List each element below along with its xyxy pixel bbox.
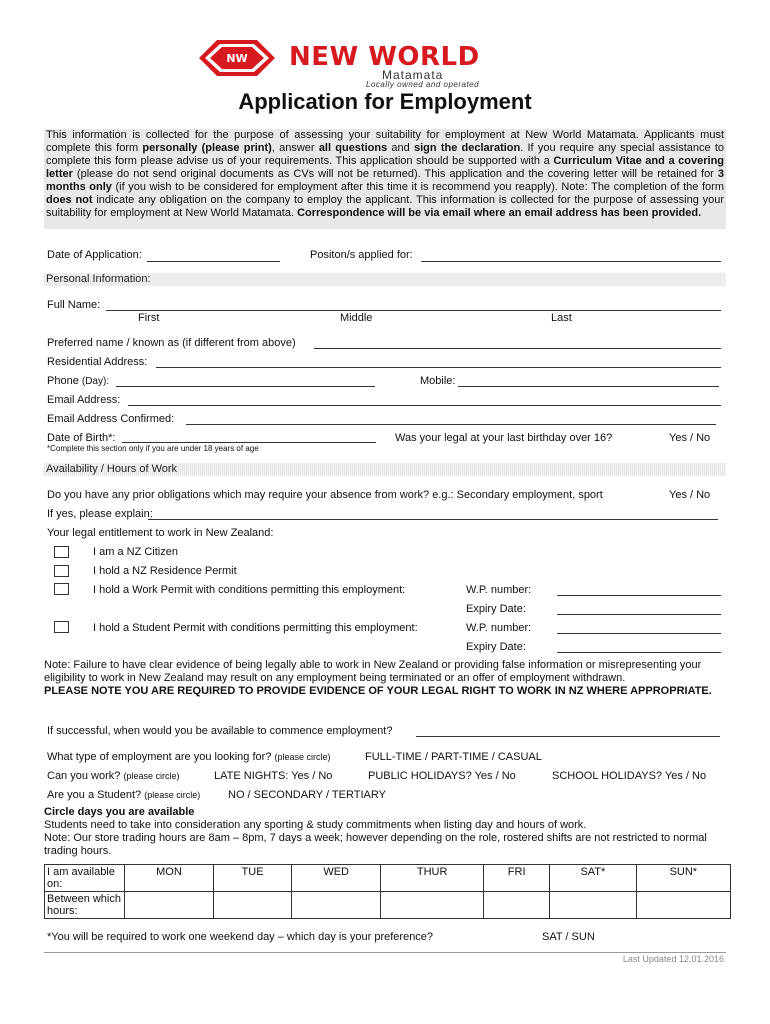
phone-label: Phone (Day): — [47, 375, 110, 387]
wp-number-field[interactable] — [557, 595, 721, 596]
student-permit-checkbox[interactable] — [54, 621, 69, 633]
last-updated: Last Updated 12.01.2016 — [622, 954, 724, 964]
dob-note: *Complete this section only if you are under 18 years of age — [47, 444, 259, 453]
residence-checkbox[interactable] — [54, 565, 69, 577]
available-on-label: I am available on: — [45, 865, 125, 892]
availability-table — [44, 864, 731, 919]
commence-label: If successful, when would you be available to commence employment? — [47, 725, 393, 737]
logo-location: Matamata — [382, 68, 444, 82]
page-title: Application for Employment — [238, 89, 532, 114]
hours-sat[interactable] — [550, 892, 637, 919]
intro-paragraph: This information is collected for the purpose of assessing your suitability for employment at New World Matamata. Applicants must complete this form personally (please print), answer all questions and sign the declaration. If you require any special assistance to complete this form please advise us of your requirements. This application should be supported with a Curriculum Vitae and a covering letter (please do not send original documents as CVs will not be returned). This application and the covering letter will be retained for 3 months only (if you wish to be considered for employment after this time it is recommend you reapply). Note: The completion of the form does not indicate any obligation on the company to employ the applicant. This information is collected for the purpose of assessing your suitability for employment at New World Matamata. Correspondence will be via email where an email address has been provided. — [44, 129, 726, 229]
student-permit-label: I hold a Student Permit with conditions permitting this employment: — [93, 622, 418, 634]
days-note-1: Students need to take into consideration any sporting & study commitments when listing day and hours of work. — [44, 819, 587, 831]
wp-expiry-label: Expiry Date: — [466, 603, 526, 615]
weekend-label: *You will be required to work one weekend day – which day is your preference? — [47, 931, 434, 943]
legal-entitlement-label: Your legal entitlement to work in New Zealand: — [47, 527, 274, 539]
hours-wed[interactable] — [292, 892, 381, 919]
citizen-label: I am a NZ Citizen — [93, 546, 178, 558]
commence-field[interactable] — [416, 736, 720, 737]
wp-number-label: W.P. number: — [466, 584, 532, 596]
mobile-label: Mobile: — [420, 375, 456, 387]
email-confirmed-field[interactable] — [186, 424, 716, 425]
day-tue[interactable]: TUE — [213, 865, 291, 892]
position-label: Positon/s applied for: — [310, 249, 413, 261]
legal-note: Note: Failure to have clear evidence of being legally able to work in New Zealand or providing false information or misrepresenting your eligibility to work in New Zealand may result on any employment being terminated or an offer of employment withdrawn. PLEASE NOTE YOU ARE REQUIRED TO PROVIDE EVIDENCE OF YOUR LEGAL RIGHT TO WORK IN NZ WHERE APPROPRIATE. — [44, 659, 712, 697]
residential-address-label: Residential Address: — [47, 356, 148, 368]
mobile-field[interactable] — [458, 386, 719, 387]
obligations-label: Do you have any prior obligations which may require your absence from work? e.g.: Secondary employment, sport — [47, 489, 603, 501]
first-name-caption: First — [138, 312, 160, 324]
can-work-label: Can you work? (please circle) — [47, 770, 180, 782]
date-of-application-field[interactable] — [147, 261, 280, 262]
wp-expiry-field[interactable] — [557, 614, 721, 615]
circle-days-heading: Circle days you are available — [44, 806, 195, 818]
section-availability: Availability / Hours of Work — [44, 463, 726, 476]
hours-mon[interactable] — [125, 892, 214, 919]
explain-field[interactable] — [148, 519, 718, 520]
last-name-caption: Last — [551, 312, 572, 324]
citizen-checkbox[interactable] — [54, 546, 69, 558]
logo-name: NEW WORLD — [289, 42, 480, 72]
day-thur[interactable]: THUR — [381, 865, 484, 892]
legal-birthday-yes-no[interactable]: Yes / No — [669, 432, 711, 444]
school-holidays-option[interactable]: SCHOOL HOLIDAYS? Yes / No — [552, 770, 707, 782]
hours-thur[interactable] — [381, 892, 484, 919]
logo-badge-icon — [191, 37, 283, 79]
emp-type-label: What type of employment are you looking for? (please circle) — [47, 751, 331, 763]
explain-label: If yes, please explain: — [47, 508, 153, 520]
late-nights-option[interactable]: LATE NIGHTS: Yes / No — [214, 770, 333, 782]
between-hours-label: Between which hours: — [45, 892, 125, 919]
dob-label: Date of Birth*: — [47, 432, 116, 444]
weekend-options[interactable]: SAT / SUN — [542, 931, 595, 943]
circle-days-section — [44, 806, 726, 858]
day-wed[interactable]: WED — [292, 865, 381, 892]
day-sat[interactable]: SAT* — [550, 865, 637, 892]
sp-expiry-label: Expiry Date: — [466, 641, 526, 653]
student-options[interactable]: NO / SECONDARY / TERTIARY — [228, 789, 386, 801]
date-of-application-label: Date of Application: — [47, 249, 142, 261]
day-fri[interactable]: FRI — [484, 865, 550, 892]
days-note-2: Note: Our store trading hours are 8am – 8pm, 7 days a week; however depending on the role, rostered shifts are not restricted to normal trading hours. — [44, 832, 707, 857]
day-sun[interactable]: SUN* — [636, 865, 730, 892]
hours-fri[interactable] — [484, 892, 550, 919]
residential-address-field[interactable] — [156, 367, 721, 368]
logo-tagline: Locally owned and operated — [366, 80, 480, 89]
sp-number-field[interactable] — [557, 633, 721, 634]
position-field[interactable] — [421, 261, 721, 262]
footer-divider — [44, 952, 726, 953]
legal-birthday-label: Was your legal at your last birthday over 16? — [395, 432, 613, 444]
obligations-yes-no[interactable]: Yes / No — [669, 489, 711, 501]
residence-label: I hold a NZ Residence Permit — [93, 565, 237, 577]
hours-sun[interactable] — [636, 892, 730, 919]
email-confirmed-label: Email Address Confirmed: — [47, 413, 175, 425]
sp-number-label: W.P. number: — [466, 622, 532, 634]
public-holidays-option[interactable]: PUBLIC HOLIDAYS? Yes / No — [368, 770, 516, 782]
emp-type-options[interactable]: FULL-TIME / PART-TIME / CASUAL — [365, 751, 542, 763]
work-permit-checkbox[interactable] — [54, 583, 69, 595]
email-field[interactable] — [128, 405, 721, 406]
dob-field[interactable] — [122, 442, 376, 443]
student-label: Are you a Student? (please circle) — [47, 789, 201, 801]
hours-tue[interactable] — [213, 892, 291, 919]
full-name-field[interactable] — [106, 310, 721, 311]
sp-expiry-field[interactable] — [557, 652, 721, 653]
section-personal-information: Personal Information: — [44, 273, 726, 286]
middle-name-caption: Middle — [340, 312, 373, 324]
preferred-name-label: Preferred name / known as (if different from above) — [47, 337, 296, 349]
logo-badge-text: NW — [226, 52, 248, 65]
work-permit-label: I hold a Work Permit with conditions permitting this employment: — [93, 584, 406, 596]
full-name-label: Full Name: — [47, 299, 101, 311]
phone-field[interactable] — [116, 386, 375, 387]
day-mon[interactable]: MON — [125, 865, 214, 892]
email-label: Email Address: — [47, 394, 121, 406]
preferred-name-field[interactable] — [314, 348, 721, 349]
